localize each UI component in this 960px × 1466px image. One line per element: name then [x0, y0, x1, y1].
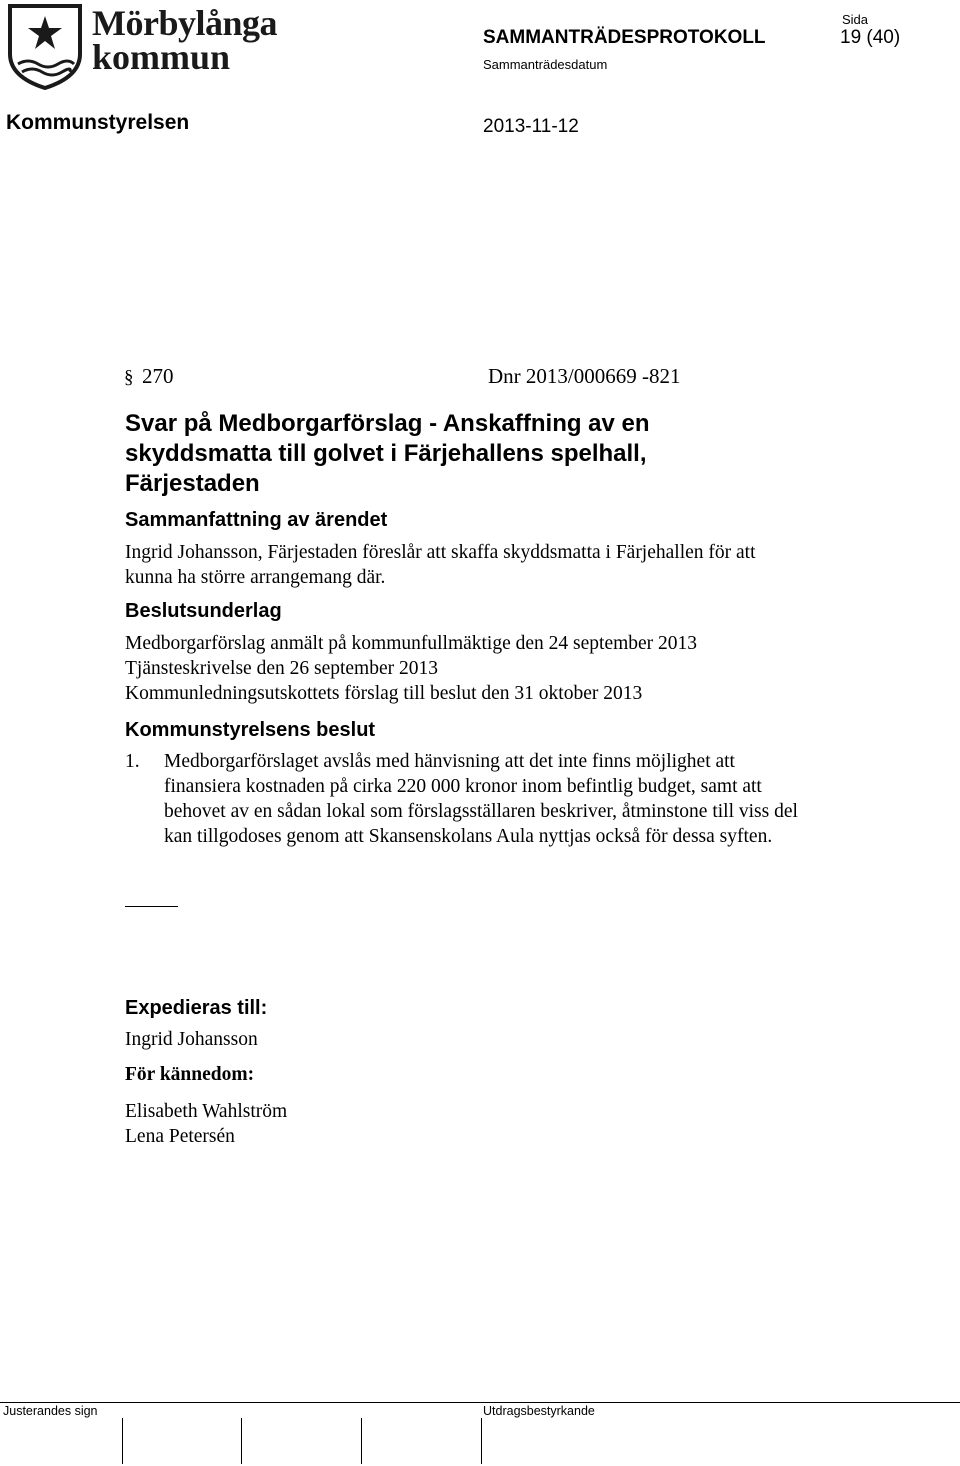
basis-heading: Beslutsunderlag	[125, 600, 282, 622]
logo-wordmark-line2: kommun	[92, 37, 231, 77]
paragraph-mark: §	[124, 367, 134, 388]
summary-heading: Sammanfattning av ärendet	[125, 509, 388, 531]
dispatch-recipient: Ingrid Johansson	[125, 1029, 258, 1050]
footer-signature-label: Justerandes sign	[3, 1404, 98, 1418]
decision-heading: Kommunstyrelsens beslut	[125, 719, 376, 741]
summary-text: Ingrid Johansson, Färjestaden föreslår att skaffa skyddsmatta i Färjehallen för att kunna ha större arrangemang där.	[125, 542, 756, 588]
logo-wordmark-line1: Mörbylånga	[92, 3, 278, 43]
page-number: 19 (40)	[840, 27, 901, 48]
signature-box-divider	[481, 1418, 482, 1464]
basis-item: Tjänsteskrivelse den 26 september 2013	[125, 658, 438, 679]
footer-rule	[0, 1402, 960, 1403]
notice-heading: För kännedom:	[125, 1064, 255, 1085]
section-end-rule	[125, 906, 178, 907]
basis-item: Kommunledningsutskottets förslag till beslut den 31 oktober 2013	[125, 683, 643, 704]
dispatch-heading: Expedieras till:	[125, 997, 268, 1019]
decision-number: 1.	[125, 751, 140, 772]
notice-recipient: Lena Petersén	[125, 1126, 235, 1147]
board-name: Kommunstyrelsen	[6, 111, 190, 134]
footer-certification-label: Utdragsbestyrkande	[483, 1404, 595, 1418]
signature-box-divider	[361, 1418, 362, 1464]
item-number: 270	[142, 364, 174, 388]
basis-item: Medborgarförslag anmält på kommunfullmäktige den 24 september 2013	[125, 633, 698, 654]
signature-box-divider	[241, 1418, 242, 1464]
item-dnr: Dnr 2013/000669 -821	[488, 364, 681, 388]
meeting-date: 2013-11-12	[483, 116, 579, 137]
basis-list	[125, 631, 825, 706]
decision-text: Medborgarförslaget avslås med hänvisning att det inte finns möjlighet att finansiera kostnaden på cirka 220 000 kronor inom befintlig budget, samt att behovet av en sådan lokal som förslagsställaren beskriver, åtminstone till viss del kan tillgodoses genom att Skansenskolans Aula nyttjas också för dessa syften.	[164, 751, 798, 847]
municipality-coat-of-arms-logo	[4, 2, 86, 90]
document-title: SAMMANTRÄDESPROTOKOLL	[483, 27, 766, 48]
signature-box-divider	[122, 1418, 123, 1464]
item-title: Svar på Medborgarförslag - Anskaffning av en skyddsmatta till golvet i Färjehallens spelhall, Färjestaden	[125, 410, 650, 497]
notice-recipient: Elisabeth Wahlström	[125, 1101, 288, 1122]
page-label: Sida	[842, 12, 869, 27]
meeting-date-label: Sammanträdesdatum	[483, 57, 608, 72]
